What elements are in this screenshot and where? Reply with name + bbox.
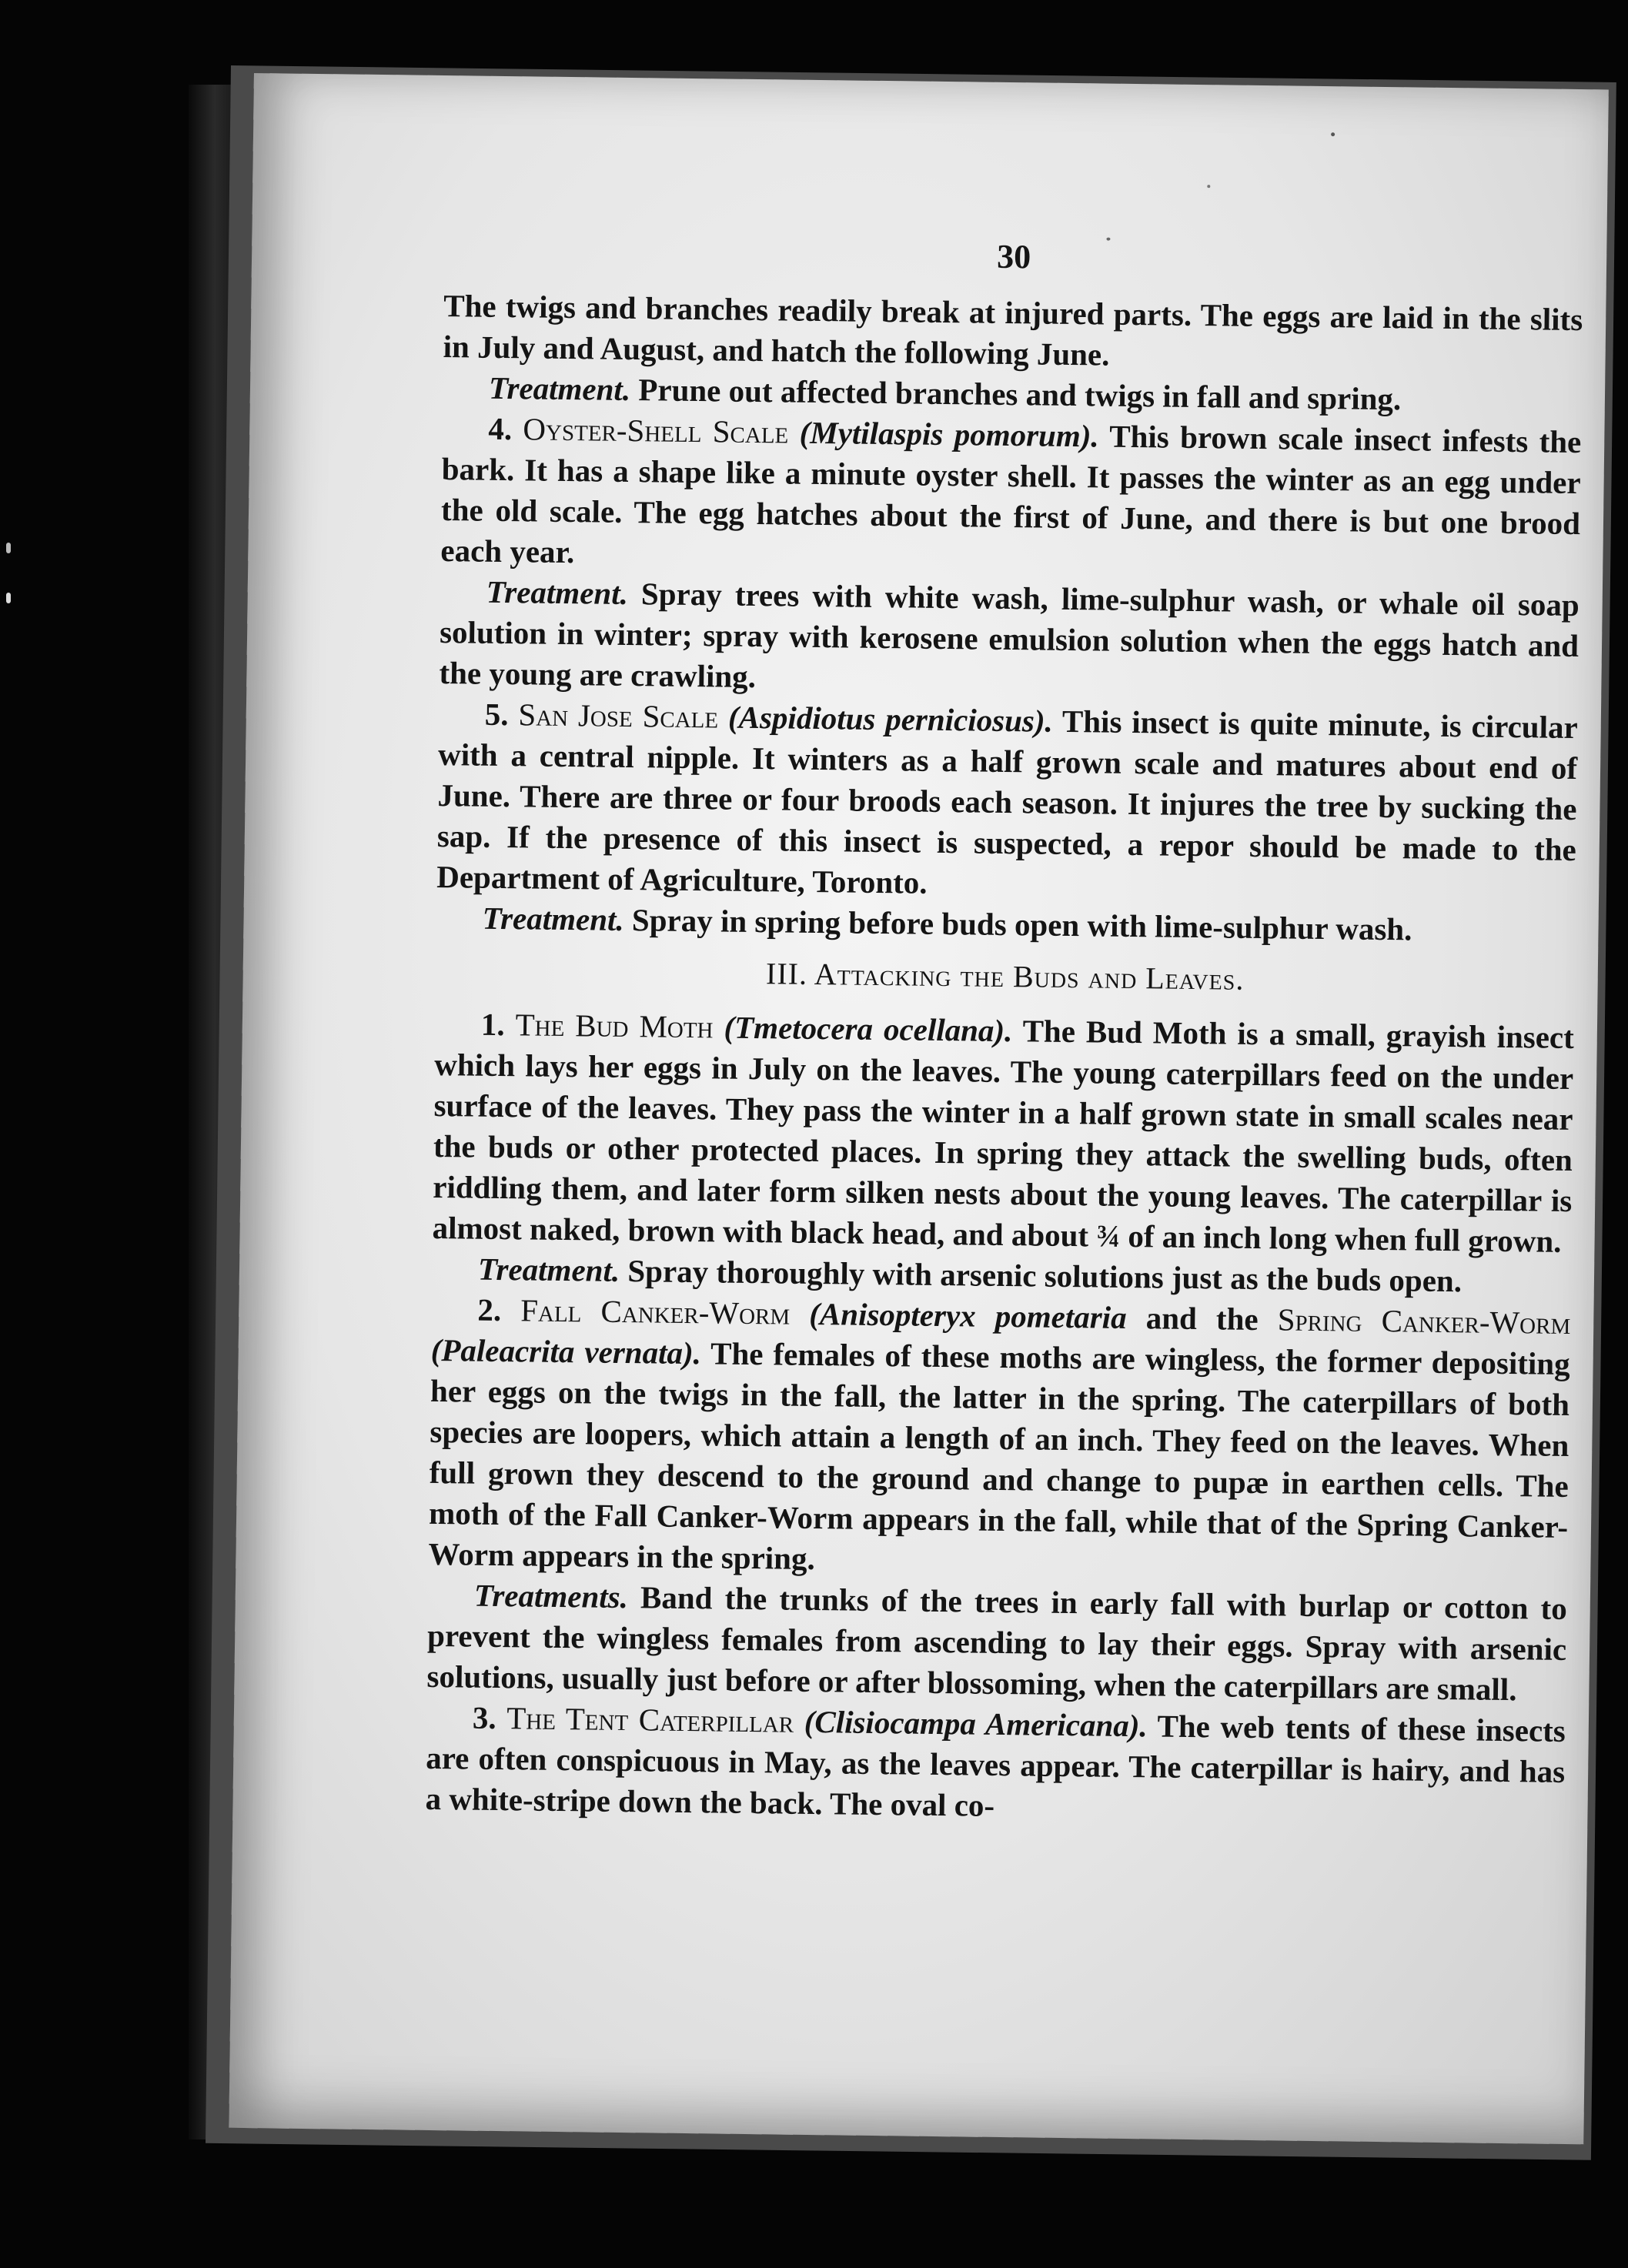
scan-artifact — [6, 593, 11, 603]
insect-name-2: Spring Canker-Worm — [1277, 1301, 1571, 1341]
paragraph-san-jose-scale — [436, 693, 1578, 911]
paragraph-canker-worm-treatment — [426, 1575, 1567, 1711]
scan-artifact — [6, 543, 11, 553]
treatment-label: Treatment. — [488, 369, 631, 408]
latin-name: (Aspidiotus perniciosus). — [727, 699, 1054, 739]
latin-name: (Tmetocera ocellana). — [724, 1009, 1013, 1049]
section-heading: III. Attacking the Buds and Leaves. — [765, 956, 1245, 997]
paragraph-twigs: The twigs and branches readily break at injured parts. The eggs are laid in the slits in July and August, and hatch the following June. — [443, 288, 1583, 372]
paragraph-bud-moth — [432, 1004, 1574, 1262]
paragraph-tent-caterpillar — [425, 1697, 1566, 1833]
latin-name: (Mytilaspis pomorum). — [799, 414, 1099, 454]
page-text — [425, 229, 1583, 1833]
insect-name: Oyster-Shell Scale — [523, 411, 789, 450]
item-number: 1. — [480, 1006, 505, 1043]
latin-name: (Clisiocampa Americana). — [804, 1703, 1148, 1744]
insect-name: San Jose Scale — [518, 696, 719, 735]
paragraph-canker-worm — [428, 1289, 1570, 1588]
latin-name-2: (Paleacrita vernata). — [430, 1331, 702, 1371]
item-number: 2. — [477, 1291, 502, 1328]
paragraph-oyster-shell-scale — [440, 408, 1581, 585]
speck — [1331, 132, 1335, 136]
treatment-text: Prune out affected branches and twigs in fall and spring. — [638, 372, 1402, 417]
description: The Bud Moth is a small, grayish insect which lays her eggs in July on the leaves. The young caterpillars feed on the under surface of the leaves. They pass the winter in a half grown state in small scales near the buds or other protected places. In spring they attack the swelling buds, often riddling them, and later form silken nests about the young leaves. The caterpillar is almost naked, brown with black head, and about ¾ of an inch long when full grown. — [432, 1013, 1575, 1259]
item-number: 3. — [472, 1699, 496, 1736]
book-page — [229, 73, 1608, 2144]
speck — [1207, 185, 1210, 188]
insect-name: The Tent Caterpillar — [506, 1700, 794, 1739]
description: The web tents of these insects are often conspicuous in May, as the leaves appear. The caterpillar is hairy, and has a white-stripe down the back. The oval co- — [425, 1708, 1566, 1823]
item-number: 4. — [488, 410, 513, 447]
treatment-label: Treatment. — [482, 900, 624, 937]
treatment-label: Treatment. — [477, 1251, 620, 1288]
treatment-label: Treatment. — [486, 573, 629, 611]
conjunction: and the — [1145, 1300, 1259, 1338]
description: The females of these moths are wingless, the former depositing her eggs on the twigs in the fall, the latter in the spring. The caterpillars of both species are loopers, which attain a length of an inch. They feed on the leaves. When full grown they descend to the ground and change to pupæ in earthen cells. The moth of the Fall Canker-Worm appears in the fall, while that of the Spring Canker-Worm appears in the spring. — [428, 1335, 1570, 1577]
treatment-text: Spray in spring before buds open with lime-sulphur wash. — [631, 902, 1412, 947]
insect-name: Fall Canker-Worm — [520, 1292, 791, 1331]
treatment-label: Treatments. — [473, 1577, 629, 1615]
paragraph-oyster-treatment — [439, 571, 1580, 707]
insect-name: The Bud Moth — [515, 1007, 714, 1045]
item-number: 5. — [484, 696, 509, 733]
treatment-text: Spray thoroughly with arsenic solutions just as the buds open. — [627, 1253, 1463, 1299]
page-number: 30 — [996, 237, 1031, 276]
latin-name: (Anisopteryx pometaria — [809, 1295, 1127, 1335]
description: This brown scale insect infests the bark. It has a shape like a minute oyster shell. It passes the winter as an egg under the old scale. The egg hatches about the first of June, and there is but one brood each year. — [440, 418, 1582, 570]
treatment-text: Spray trees with white wash, lime-sulphur wash, or whale oil soap solution in winter; spray with kerosene emulsion solution when the eggs hatch and the young are crawling. — [439, 576, 1580, 695]
description: This insect is quite minute, is circular with a central nipple. It winters as a half grown scale and matures about end of June. There are three or four broods each season. It injures the tree by sucking the sap. If the presence of this insect is suspected, a repor should be made to the Department of Agriculture, Toronto. — [436, 703, 1579, 900]
treatment-text: Band the trunks of the trees in early fall with burlap or cotton to prevent the wingless females from ascending to lay their eggs. Spray with arsenic solutions, usually just before or after blossoming, when the caterpillars are small. — [426, 1579, 1568, 1708]
